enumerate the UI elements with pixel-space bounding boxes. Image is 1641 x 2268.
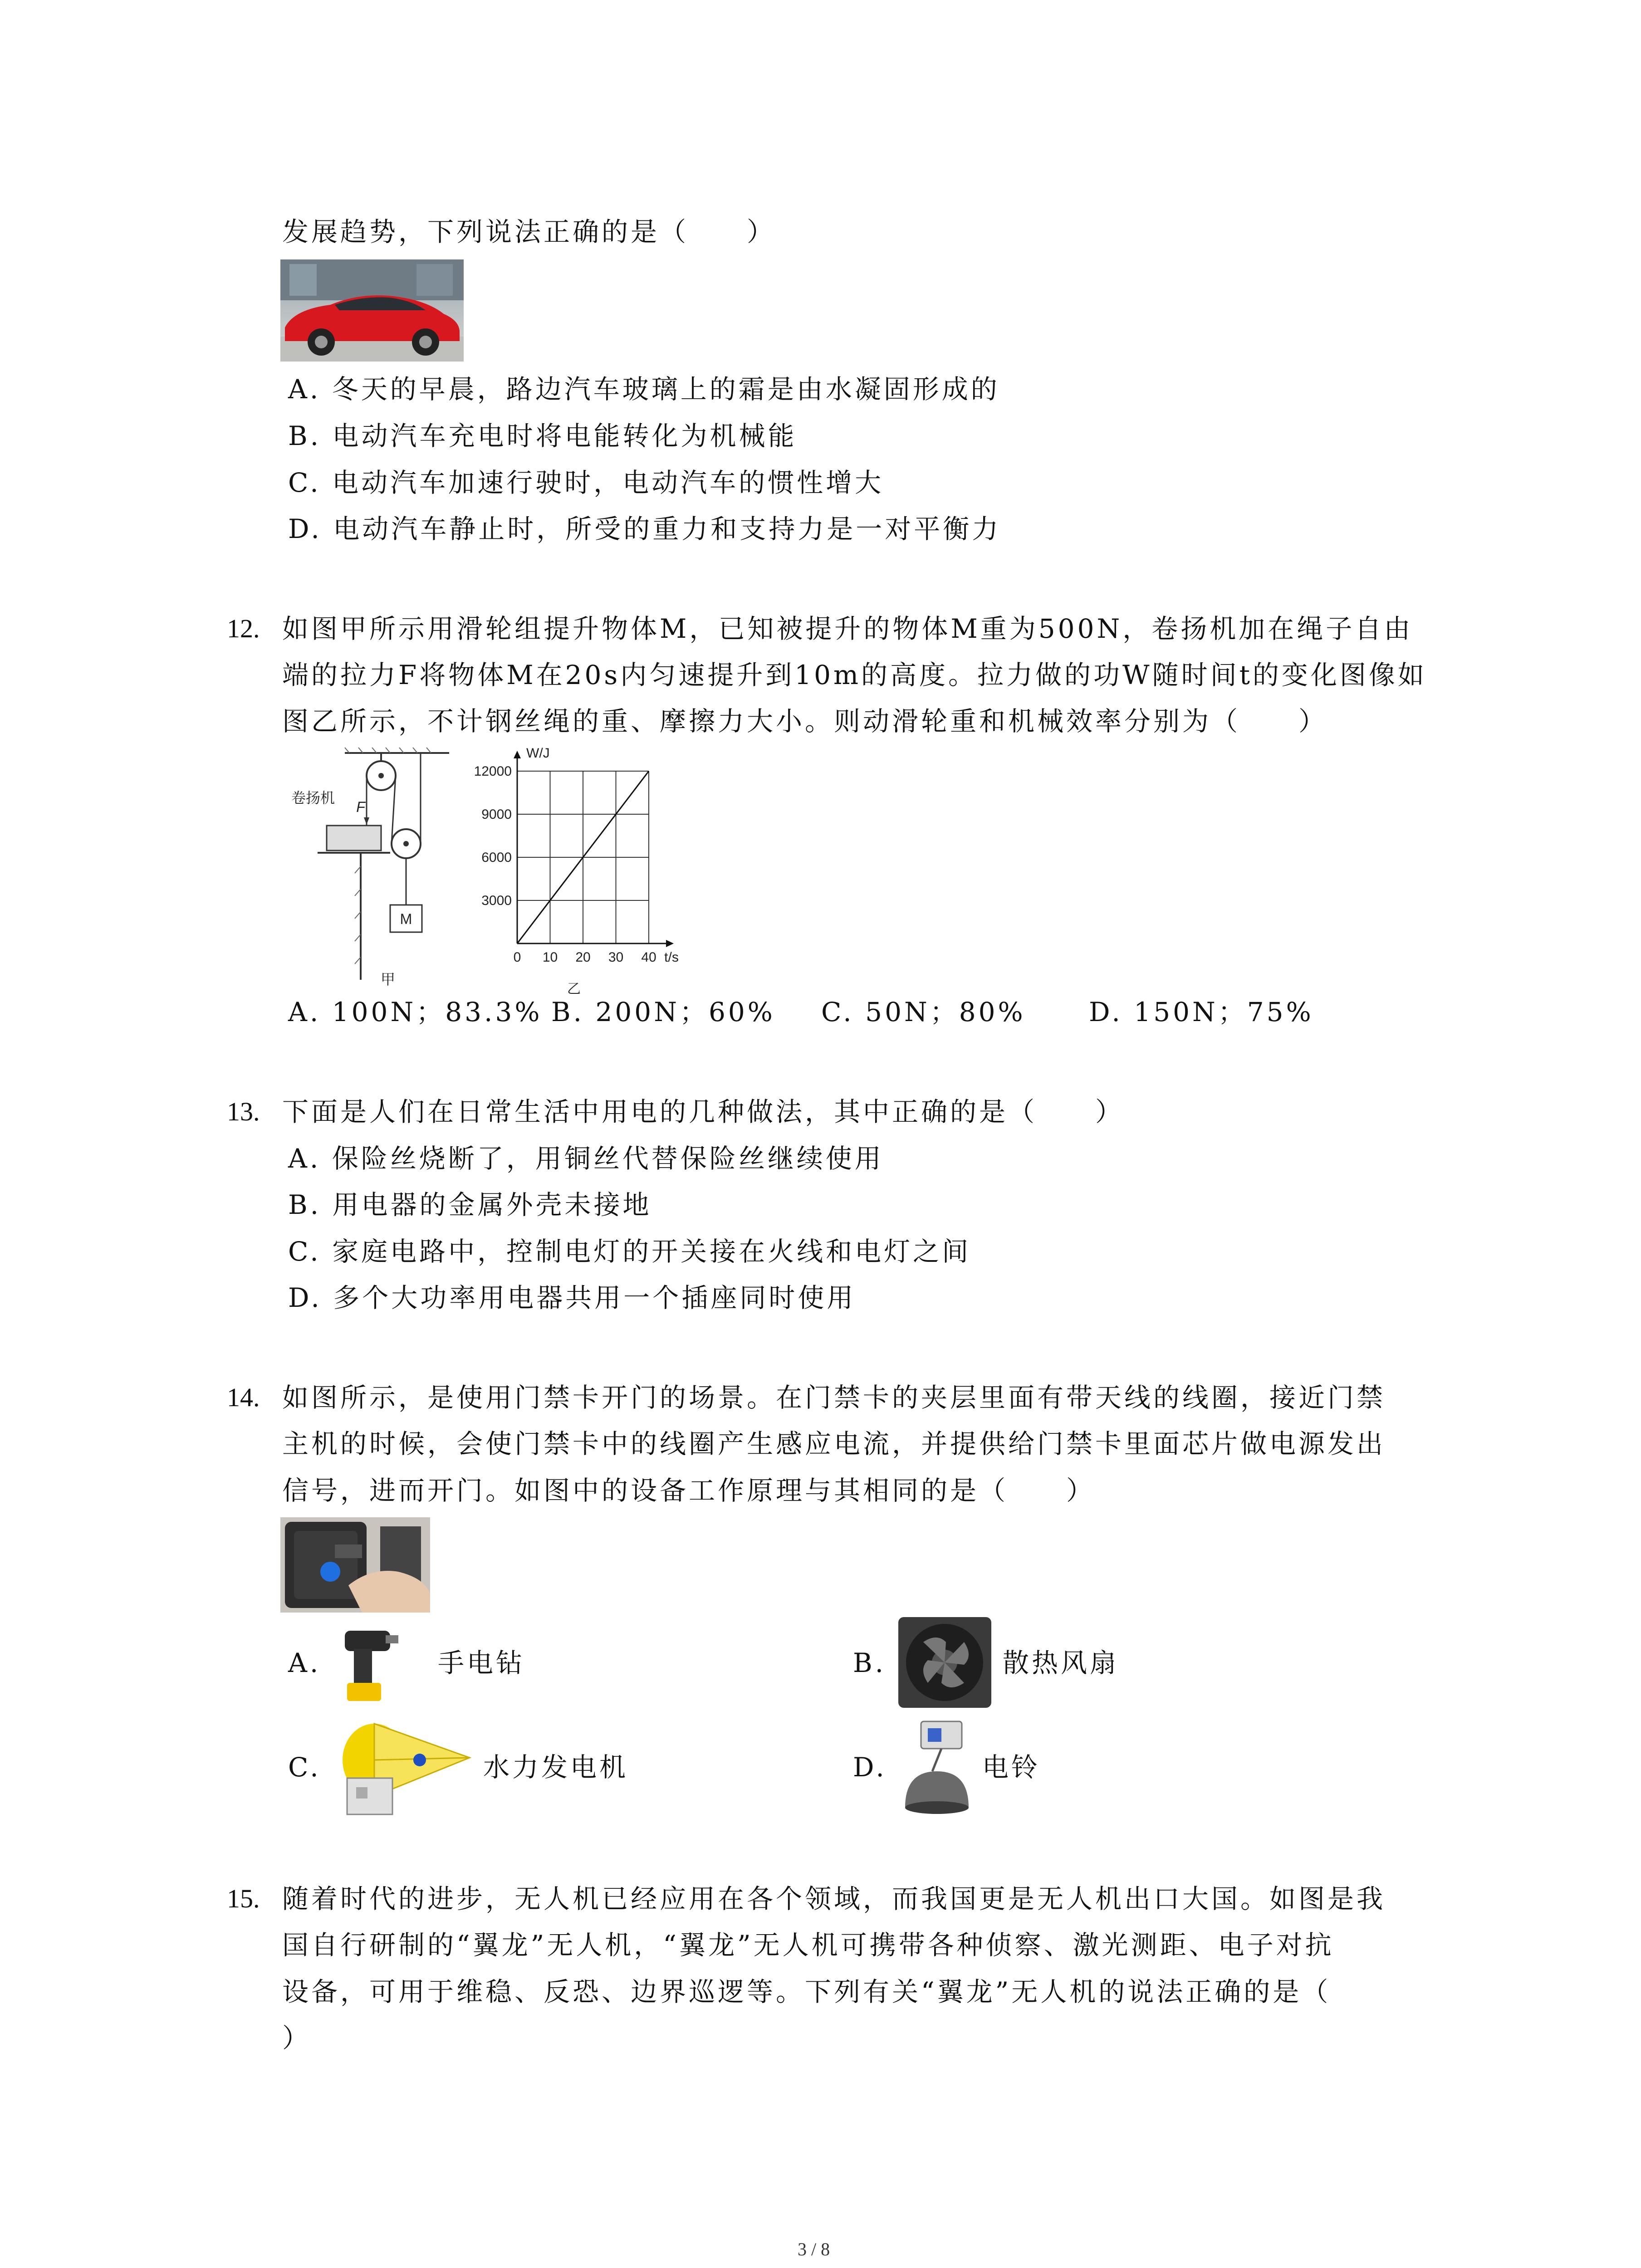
q13-option-d: D. 多个大功率用电器共用一个插座同时使用 [288, 1282, 856, 1313]
q14-option-c-letter: C. [288, 1752, 321, 1783]
q14-option-a-label: 手电钻 [438, 1647, 525, 1678]
y-tick-label: 12000 [474, 764, 512, 779]
y-tick-label: 3000 [481, 893, 512, 908]
q11-option-b: B. 电动汽车充电时将电能转化为机械能 [288, 420, 797, 451]
x-tick-label: 10 [542, 950, 558, 965]
x-tick-label: 0 [513, 950, 521, 965]
q14-option-b-label: 散热风扇 [1003, 1647, 1119, 1678]
caption-jia: 甲 [380, 971, 396, 987]
q12-option-b: B. 200N；60% [551, 997, 775, 1027]
q13-option-a: A. 保险丝烧断了，用铜丝代替保险丝继续使用 [288, 1143, 884, 1174]
access-card-photo [280, 1517, 430, 1613]
x-tick-label: 30 [608, 950, 624, 965]
y-axis-arrow [514, 751, 521, 758]
y-tick-label: 9000 [481, 807, 512, 822]
q15-stem-line-4: ） [282, 2023, 312, 2053]
electric-car-photo [280, 259, 464, 362]
water-generator-icon [333, 1719, 479, 1819]
q14-option-b-letter: B. [853, 1647, 887, 1678]
electric-bell-icon [896, 1717, 978, 1821]
q12-stem-line-2: 端的拉力F将物体M在20s内匀速提升到10m的高度。拉力做的功W随时间t的变化图像如 [282, 660, 1427, 690]
work-time-chart [454, 744, 708, 998]
q13-option-c: C. 家庭电路中，控制电灯的开关接在火线和电灯之间 [288, 1236, 971, 1267]
mass-label: M [400, 911, 412, 927]
q12-option-c: C. 50N；80% [821, 997, 1026, 1027]
force-label: F [356, 799, 365, 815]
x-axis-label: t/s [664, 950, 679, 965]
q14-option-d-label: 电铃 [982, 1752, 1041, 1783]
q15-stem-line-3: 设备，可用于维稳、反恐、边界巡逻等。下列有关“翼龙”无人机的说法正确的是（ [282, 1976, 1331, 2007]
q11-option-c: C. 电动汽车加速行驶时，电动汽车的惯性增大 [288, 467, 884, 498]
q14-number: 14. [227, 1383, 260, 1412]
q13-stem: 下面是人们在日常生活中用电的几种做法，其中正确的是（ ） [282, 1096, 1125, 1127]
q14-option-a-letter: A. [288, 1647, 321, 1678]
q13-number: 13. [227, 1097, 260, 1126]
q14-stem-line-1: 如图所示，是使用门禁卡开门的场景。在门禁卡的夹层里面有带天线的线圈，接近门禁 [282, 1382, 1386, 1413]
q14-stem-line-3: 信号，进而开门。如图中的设备工作原理与其相同的是（ ） [282, 1475, 1096, 1506]
q13-option-b: B. 用电器的金属外壳未接地 [288, 1189, 652, 1220]
q12-stem-line-3: 图乙所示，不计钢丝绳的重、摩擦力大小。则动滑轮重和机械效率分别为（ ） [282, 706, 1328, 737]
q14-option-d-letter: D. [853, 1752, 887, 1783]
q12-option-d: D. 150N；75% [1089, 997, 1314, 1027]
q11-option-a: A. 冬天的早晨，路边汽车玻璃上的霜是由水凝固形成的 [288, 374, 1000, 405]
x-tick-label: 40 [641, 950, 656, 965]
q12-stem-line-1: 如图甲所示用滑轮组提升物体M，已知被提升的物体M重为500N，卷扬机加在绳子自由 [282, 613, 1413, 644]
x-axis-arrow [666, 940, 674, 947]
x-tick-label: 20 [575, 950, 591, 965]
y-axis-label: W/J [526, 746, 550, 761]
hand-drill-icon [336, 1622, 399, 1703]
page-number: 3 / 8 [798, 2239, 830, 2259]
q11-option-d: D. 电动汽车静止时，所受的重力和支持力是一对平衡力 [288, 513, 1001, 544]
q11-stem-tail: 发展趋势，下列说法正确的是（ ） [282, 216, 776, 247]
q15-number: 15. [227, 1884, 260, 1913]
q12-number: 12. [227, 614, 260, 643]
winch-label: 卷扬机 [291, 790, 335, 806]
pulley-system-figure [277, 744, 458, 998]
q15-stem-line-2: 国自行研制的“翼龙”无人机，“翼龙”无人机可携带各种侦察、激光测距、电子对抗 [282, 1930, 1334, 1960]
caption-yi: 乙 [567, 982, 581, 997]
q15-stem-line-1: 随着时代的进步，无人机已经应用在各个领域，而我国更是无人机出口大国。如图是我 [282, 1883, 1386, 1914]
q14-option-c-label: 水力发电机 [483, 1752, 629, 1783]
q12-option-a: A. 100N；83.3% [288, 997, 543, 1027]
cooling-fan-icon [896, 1615, 994, 1710]
q14-stem-line-2: 主机的时候，会使门禁卡中的线圈产生感应电流，并提供给门禁卡里面芯片做电源发出 [282, 1428, 1386, 1459]
y-tick-label: 6000 [481, 850, 512, 865]
